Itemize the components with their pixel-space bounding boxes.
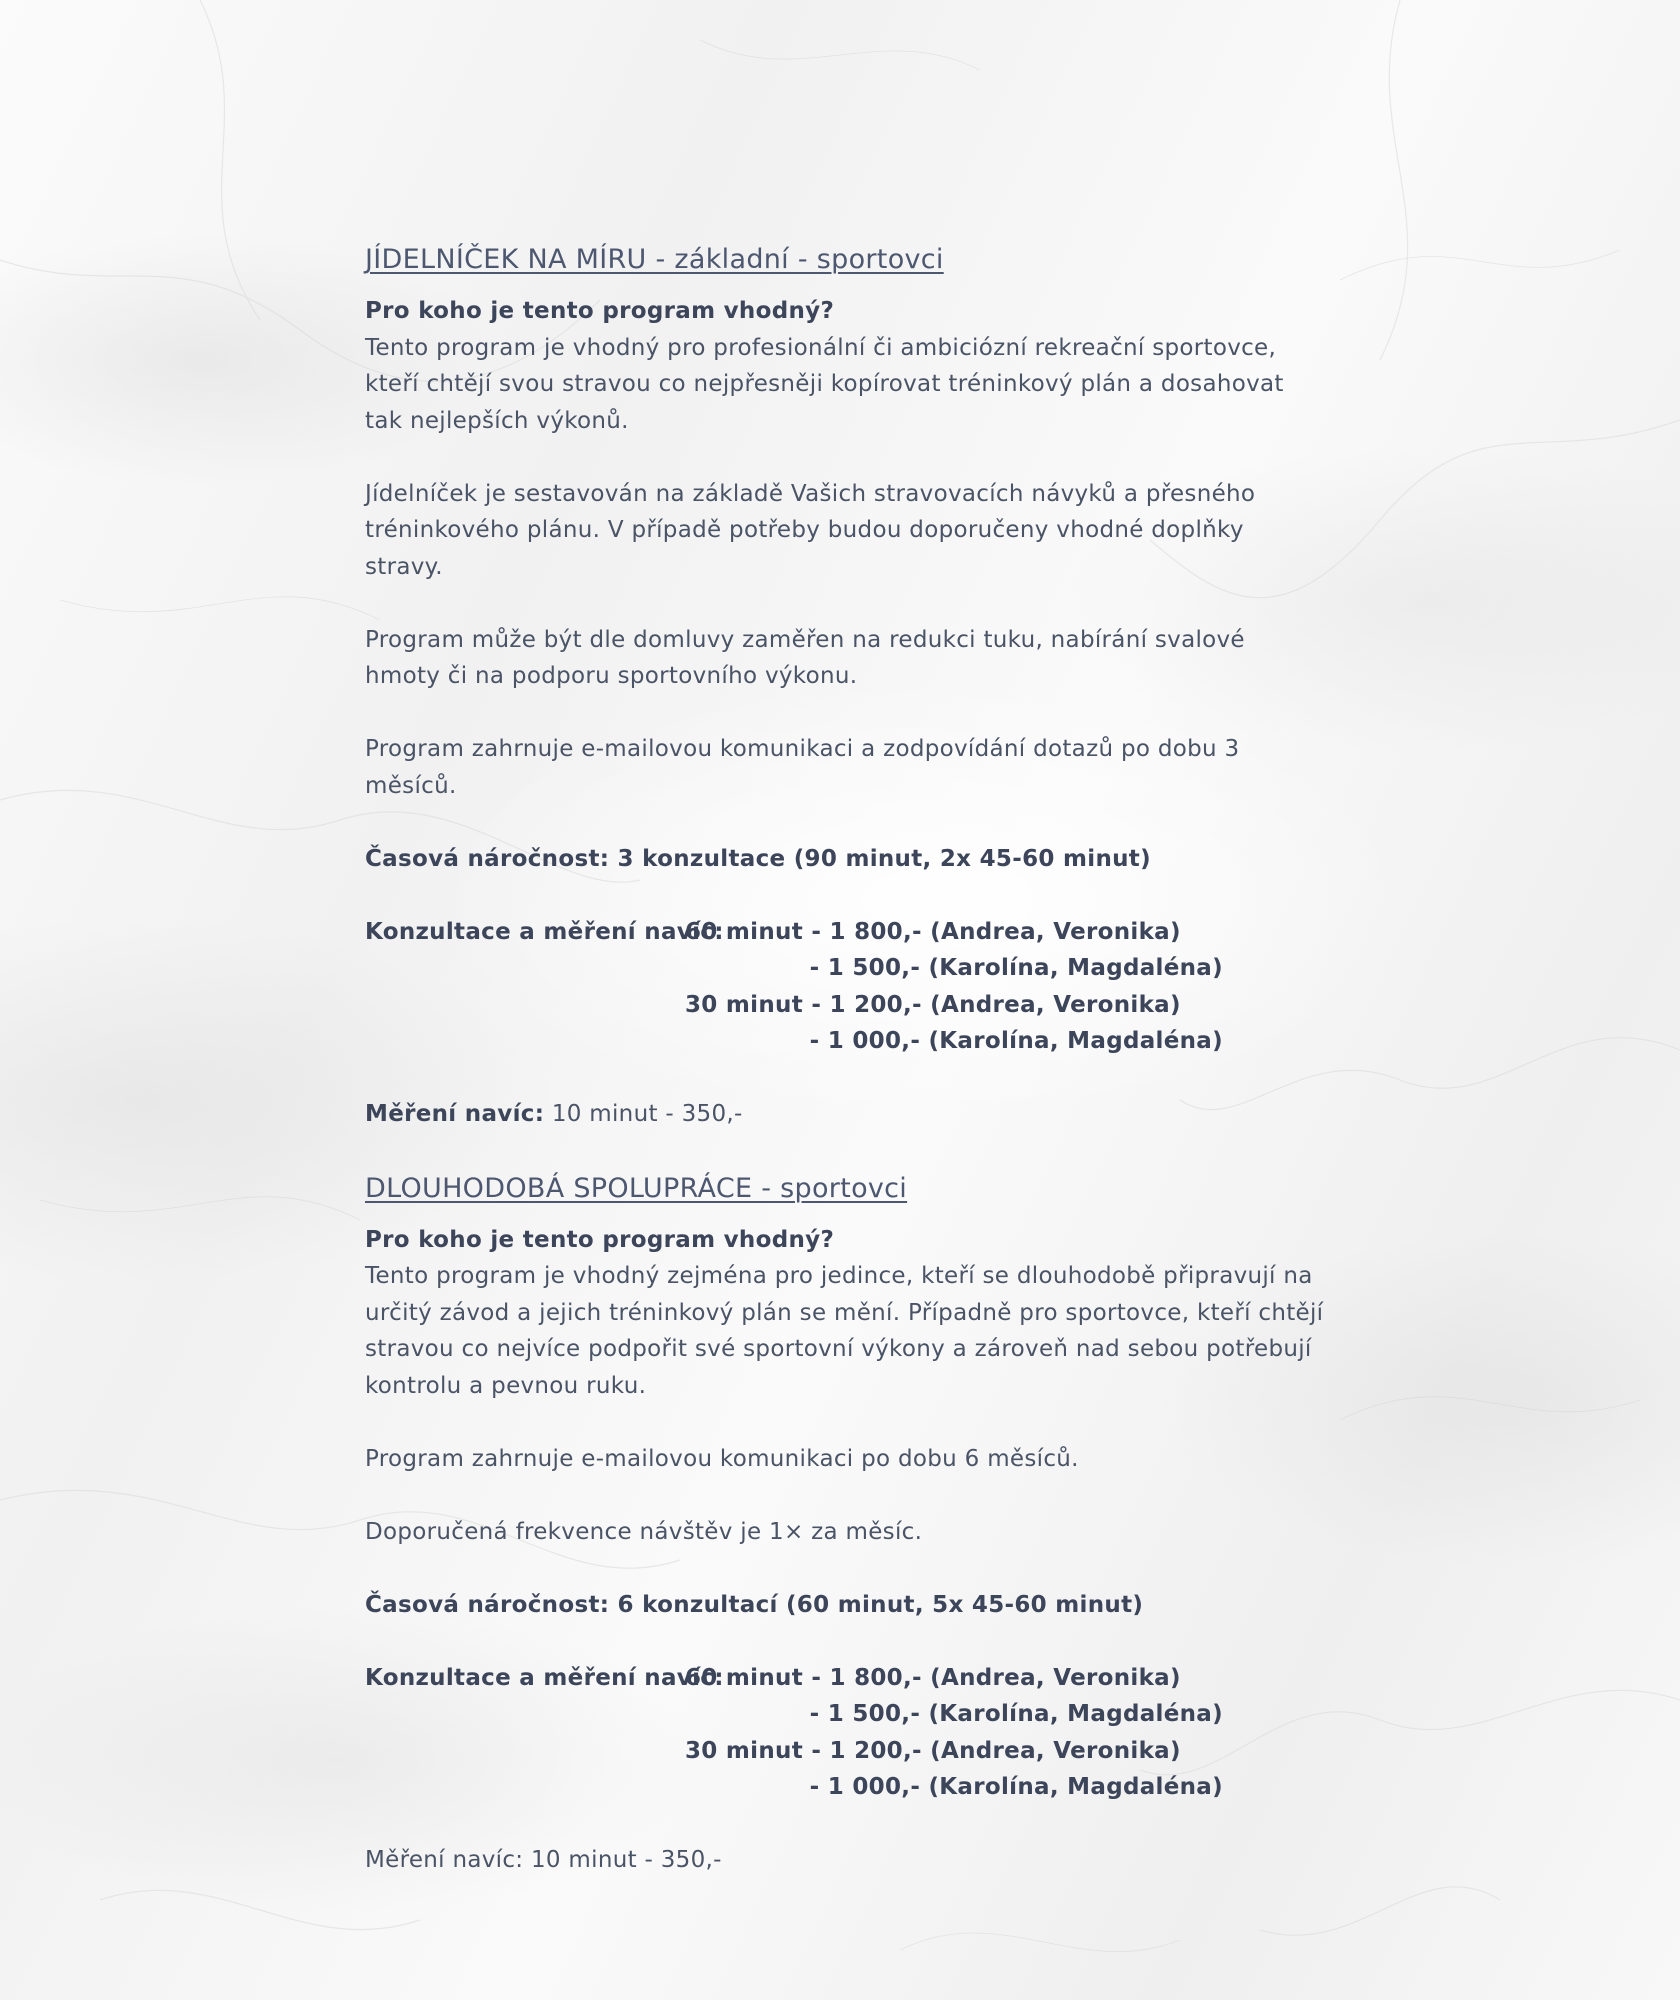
measurement-extra bbox=[365, 1096, 1325, 1133]
time-requirement: Časová náročnost: 3 konzultace (90 minut, 2x 45-60 minut) bbox=[365, 845, 1151, 872]
section-paragraph: Program zahrnuje e-mailovou komunikaci po dobu 6 měsíců. bbox=[365, 1445, 1079, 1472]
pricing-line: 60 minut - 1 800,- (Andrea, Veronika) bbox=[685, 1664, 1181, 1691]
pricing-line: - 1 500,- (Karolína, Magdaléna) bbox=[685, 1701, 1223, 1727]
page-content bbox=[365, 240, 1325, 1879]
section-title: JÍDELNÍČEK NA MÍRU - základní - sportovci bbox=[365, 244, 944, 275]
pricing-line: - 1 000,- (Karolína, Magdaléna) bbox=[685, 1774, 1223, 1800]
measurement-extra bbox=[365, 1842, 1325, 1879]
section-paragraph: Doporučená frekvence návštěv je 1× za měsíc. bbox=[365, 1518, 923, 1545]
pricing-line: 60 minut - 1 800,- (Andrea, Veronika) bbox=[685, 918, 1181, 945]
section-paragraph: Program zahrnuje e-mailovou komunikaci a zodpovídání dotazů po dobu 3 měsíců. bbox=[365, 736, 1240, 799]
pricing-line: 30 minut - 1 200,- (Andrea, Veronika) bbox=[685, 1737, 1181, 1764]
section-paragraph: Tento program je vhodný zejména pro jedince, kteří se dlouhodobě připravují na určitý závod a jejich tréninkový plán se mění. Případně pro sportovce, kteří chtějí stravou co nejvíce podpořit své sportovní výkony a zároveň nad sebou potřebují kontrolu a pevnou ruku. bbox=[365, 1263, 1324, 1399]
section-paragraph: Program může být dle domluvy zaměřen na redukci tuku, nabírání svalové hmoty či na podporu sportovního výkonu. bbox=[365, 626, 1245, 689]
measurement-value: 10 minut - 350,- bbox=[523, 1847, 722, 1873]
section-paragraph: Tento program je vhodný pro profesionální či ambiciózní rekreační sportovce, kteří chtějí svou stravou co nejpřesněji kopírovat tréninkový plán a dosahovat tak nejlepších výkonů. bbox=[365, 334, 1284, 434]
measurement-label: Měření navíc: bbox=[365, 1847, 524, 1873]
pricing-line: 30 minut - 1 200,- (Andrea, Veronika) bbox=[685, 991, 1181, 1018]
measurement-label: Měření navíc: bbox=[365, 1101, 545, 1127]
measurement-value: 10 minut - 350,- bbox=[544, 1101, 743, 1127]
pricing-label: Konzultace a měření navíc: bbox=[365, 918, 724, 945]
section-paragraph: Jídelníček je sestavován na základě Vašich stravovacích návyků a přesného tréninkového plánu. V případě potřeby budou doporučeny vhodné doplňky stravy. bbox=[365, 480, 1256, 580]
section-question: Pro koho je tento program vhodný? bbox=[365, 298, 835, 324]
section-longterm bbox=[365, 1169, 1325, 1879]
time-requirement: Časová náročnost: 6 konzultací (60 minut, 5x 45-60 minut) bbox=[365, 1591, 1144, 1618]
pricing-table bbox=[365, 914, 1325, 1060]
section-title: DLOUHODOBÁ SPOLUPRÁCE - sportovci bbox=[365, 1172, 908, 1204]
pricing-table bbox=[365, 1660, 1325, 1806]
section-basic bbox=[365, 240, 1325, 1133]
pricing-label: Konzultace a měření navíc: bbox=[365, 1664, 724, 1691]
pricing-line: - 1 000,- (Karolína, Magdaléna) bbox=[685, 1028, 1223, 1054]
section-question: Pro koho je tento program vhodný? bbox=[365, 1226, 835, 1253]
pricing-line: - 1 500,- (Karolína, Magdaléna) bbox=[685, 955, 1223, 981]
